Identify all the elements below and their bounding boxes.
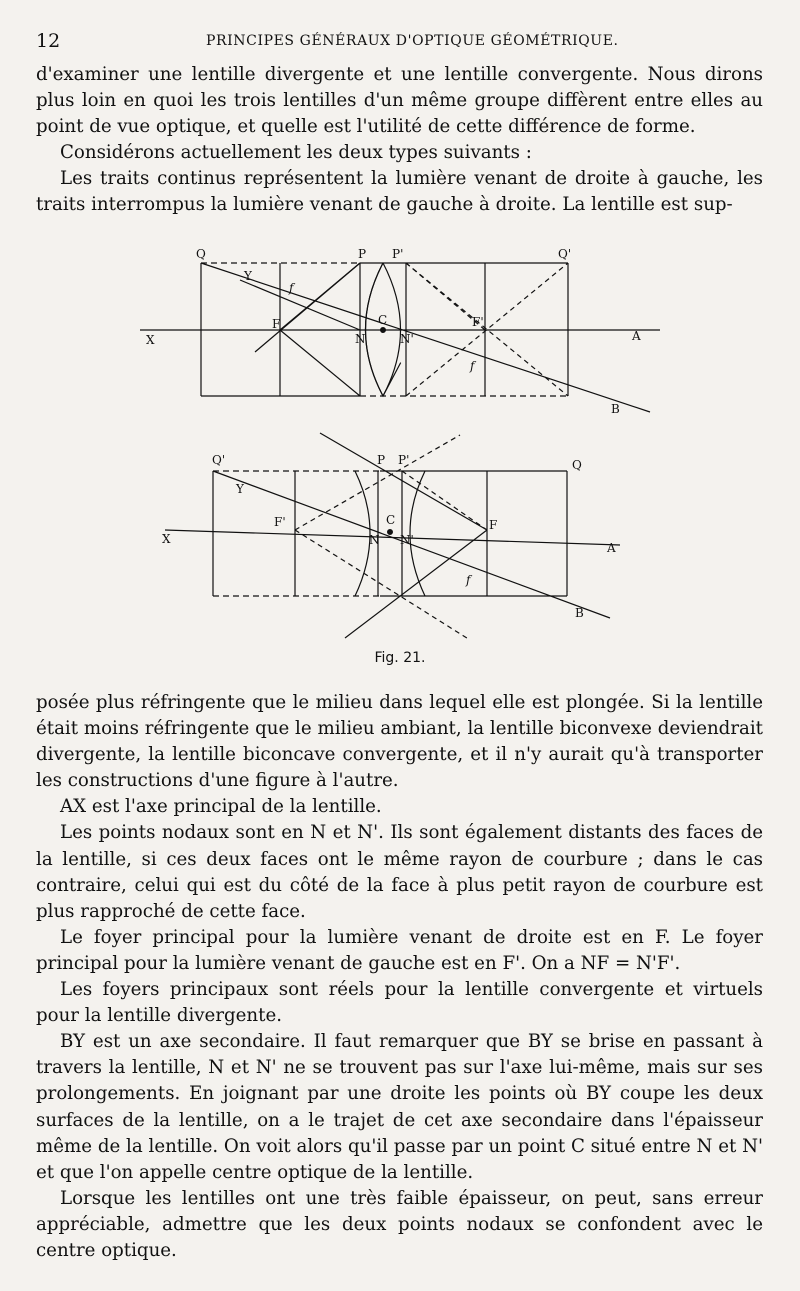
label-p: P [377,453,386,467]
label-c: C [378,313,388,327]
page-number: 12 [36,30,61,52]
label-c: C [386,513,396,527]
label-x: X [146,333,155,347]
paragraph: Les points nodaux sont en N et N'. Ils sont également distants des faces de la lentille, si ces deux faces ont le même rayon de courbure ; dans le cas contraire, celui qui est du côté de la face à plus petit rayon de courbure est plus rapproché de cette face. [36,822,763,922]
label-q: Q [572,458,582,472]
label-y: Y [236,482,244,496]
label-p-prime: P' [392,247,404,261]
label-q-prime: Q' [558,247,572,261]
paragraph: Les traits continus représentent la lumière venant de droite à gauche, les traits interrompus la lumière venant de gauche à droite. La lentille est sup- [36,168,763,216]
label-n: N [369,533,380,547]
label-b: B [611,402,620,416]
label-f: F [489,518,498,532]
body-text-bottom [36,690,763,1264]
figure-21 [0,240,800,650]
label-f-italic: f [466,573,471,587]
concave-lens-diagram [165,433,620,640]
running-title: PRINCIPES GÉNÉRAUX D'OPTIQUE GÉOMÉTRIQUE. [206,33,619,49]
label-f-prime: F' [472,315,484,329]
label-f: F [272,317,281,331]
paragraph: Lorsque les lentilles ont une très faible épaisseur, on peut, sans erreur appréciable, admettre que les deux points nodaux se confondent avec le centre optique. [36,1187,763,1261]
label-f-prime: F' [274,515,286,529]
label-n: N [355,332,366,346]
paragraph: Le foyer principal pour la lumière venant de droite est en F. Le foyer principal pour la lumière venant de gauche est en F'. On a NF = N'F'. [36,926,763,974]
label-p-prime: P' [398,453,410,467]
page-header [36,30,764,56]
paragraph: Les foyers principaux sont réels pour la lentille convergente et virtuels pour la lentille divergente. [36,979,763,1027]
label-y: Y [244,269,252,283]
label-n-prime: N' [400,332,414,346]
label-q: Q [196,247,206,261]
label-a: A [607,541,616,555]
paragraph: BY est un axe secondaire. Il faut remarquer que BY se brise en passant à travers la lentille, N et N' ne se trouvent pas sur l'axe lui-même, mais sur ses prolongements. En joignant par une droite les points où BY coupe les deux surfaces de la lentille, on a le trajet de cet axe secondaire dans l'épaisseur même de la lentille. On voit alors qu'il passe par un point C situé entre N et N' et que l'on appelle centre optique de la lentille. [36,1031,763,1183]
label-p: P [358,247,367,261]
label-n-prime: N' [400,533,414,547]
paragraph: d'examiner une lentille divergente et une lentille convergente. Nous dirons plus loin en quoi les trois lentilles d'un même groupe diffèrent entre elles au point de vue optique, et quelle est l'utilité de cette différence de forme. [36,64,763,138]
label-q-prime: Q' [212,453,226,467]
label-f-lower: f [470,359,475,373]
paragraph: AX est l'axe principal de la lentille. [60,796,382,818]
figure-caption: Fig. 21. [374,650,426,666]
label-b: B [575,606,584,620]
label-x: X [162,532,171,546]
paragraph: posée plus réfringente que le milieu dans lequel elle est plongée. Si la lentille était moins réfringente que le milieu ambiant, la lentille biconvexe deviendrait divergente, la lentille biconcave convergente, et il n'y aurait qu'à transporter les constructions d'une figure à l'autre. [36,692,763,792]
body-text-top [36,62,763,219]
convex-labels [146,247,641,416]
paragraph: Considérons actuellement les deux types suivants : [60,142,532,164]
label-a: A [632,329,641,343]
label-f-upper: f [289,281,294,295]
